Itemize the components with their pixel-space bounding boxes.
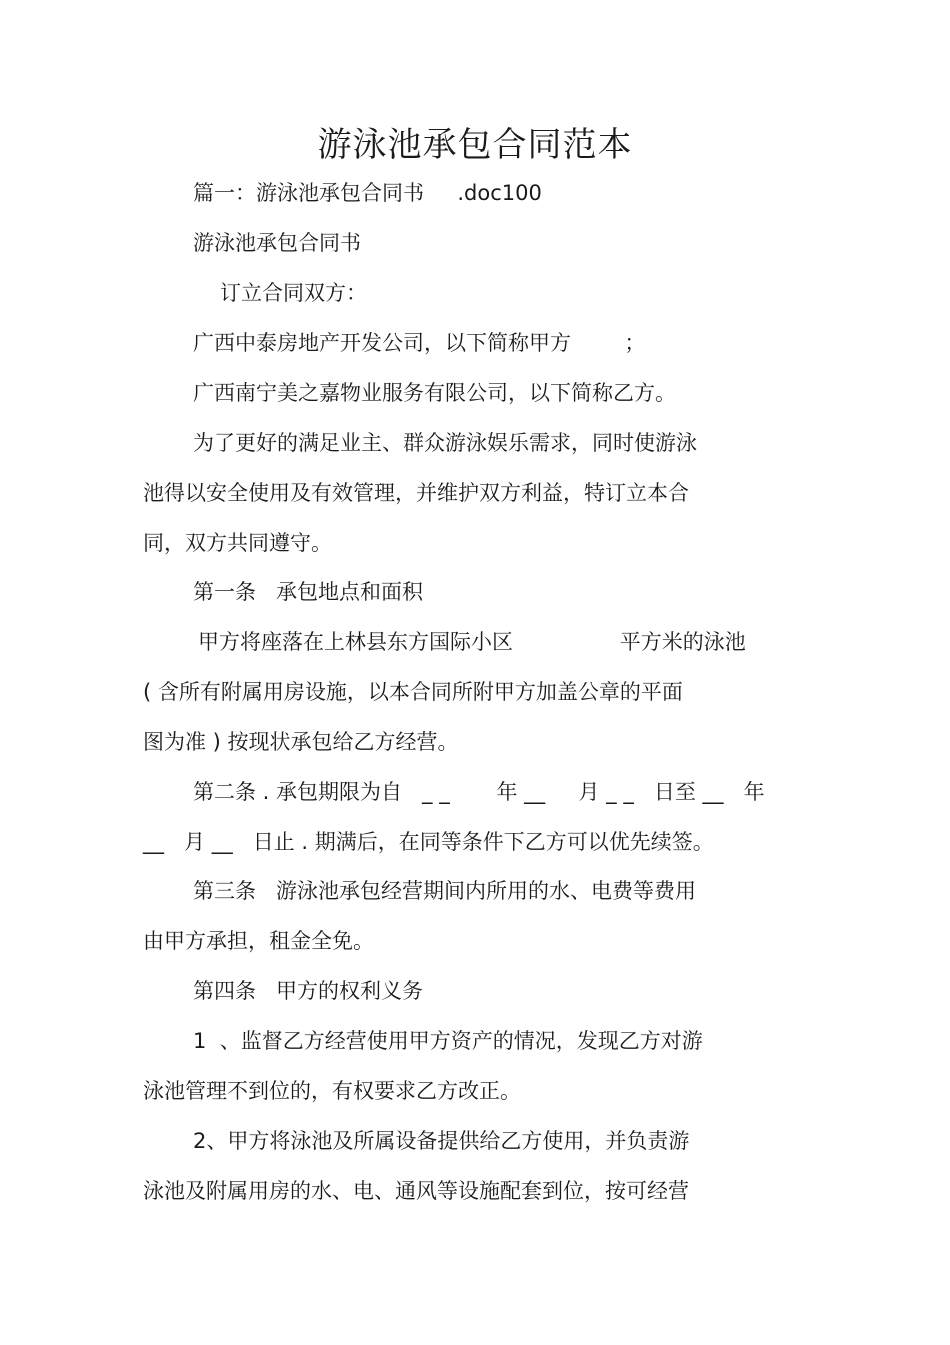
paragraph-line: 泳池管理不到位的，有权要求乙方改正。: [143, 1079, 521, 1103]
paragraph-line: 泳池及附属用房的水、电、通风等设施配套到位，按可经营: [143, 1179, 689, 1203]
article-heading: 第一条 承包地点和面积: [193, 580, 424, 604]
paragraph-line: 甲方将座落在上林县东方国际小区 平方米的泳池: [198, 630, 746, 654]
paragraph-line: 1 、监督乙方经营使用甲方资产的情况，发现乙方对游: [193, 1029, 703, 1053]
paragraph-line: 2、甲方将泳池及所属设备提供给乙方使用，并负责游: [193, 1129, 690, 1153]
parties-heading: 订立合同双方：: [220, 281, 367, 305]
paragraph-line: 第二条 . 承包期限为自 _ _ 年 __ 月 _ _ 日至 __ 年: [193, 780, 765, 804]
section-heading: 篇一：游泳池承包合同书 .doc100: [193, 181, 542, 205]
article-heading: 第四条 甲方的权利义务: [193, 979, 424, 1003]
paragraph-line: 由甲方承担，租金全免。: [143, 929, 374, 953]
paragraph-line: ( 含所有附属用房设施，以本合同所附甲方加盖公章的平面: [143, 680, 683, 704]
paragraph-line: 同，双方共同遵守。: [143, 531, 332, 555]
paragraph-line: __ 月 __ 日止 . 期满后，在同等条件下乙方可以优先续签。: [143, 830, 714, 854]
document-title: 游泳池承包合同范本: [317, 125, 633, 165]
paragraph-line: 第三条 游泳池承包经营期间内所用的水、电费等费用: [193, 879, 697, 903]
party-b: 广西南宁美之嘉物业服务有限公司，以下简称乙方。: [193, 381, 676, 405]
party-a: 广西中泰房地产开发公司，以下简称甲方 ；: [193, 331, 646, 355]
contract-subtitle: 游泳池承包合同书: [193, 231, 361, 255]
paragraph-line: 池得以安全使用及有效管理，并维护双方利益，特订立本合: [143, 481, 689, 505]
paragraph-line: 图为准 ) 按现状承包给乙方经营。: [143, 730, 459, 754]
paragraph-line: 为了更好的满足业主、群众游泳娱乐需求，同时使游泳: [193, 431, 697, 455]
